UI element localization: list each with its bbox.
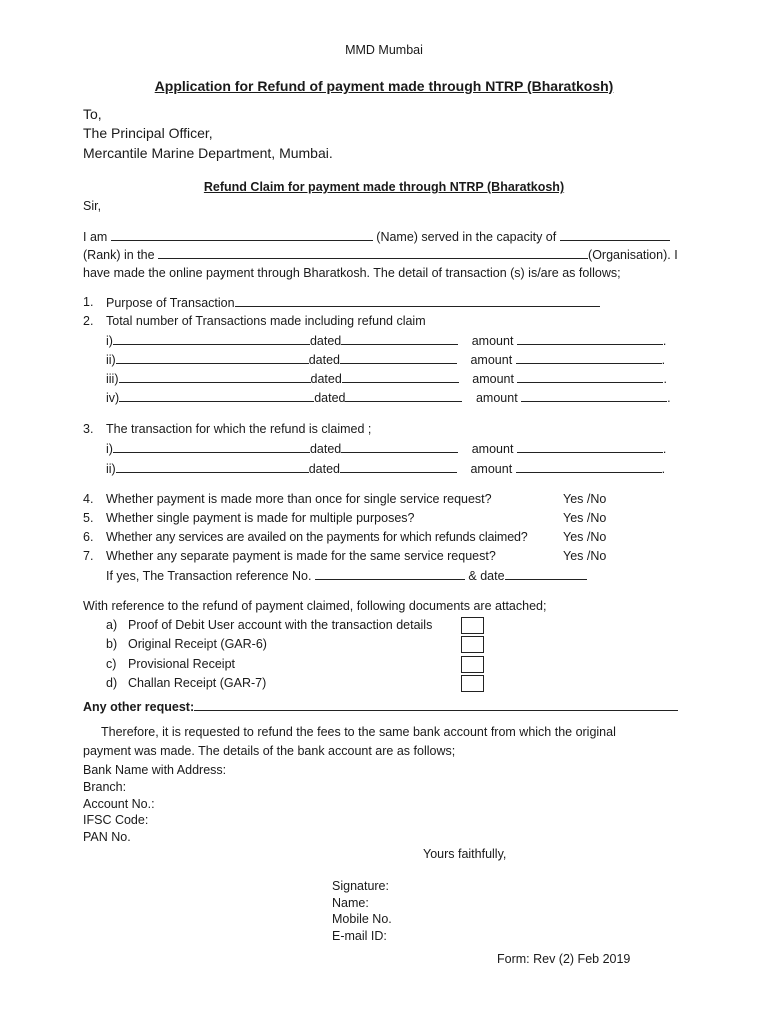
other-request-field[interactable] bbox=[194, 699, 678, 711]
branch-label: Branch: bbox=[83, 780, 127, 794]
row-index: iii) bbox=[106, 372, 119, 386]
other-request bbox=[83, 699, 678, 715]
page-title: Application for Refund of payment made through NTRP (Bharatkosh) bbox=[154, 78, 614, 94]
question-4-answer[interactable]: Yes /No bbox=[563, 492, 607, 506]
row-end: . bbox=[663, 372, 667, 386]
question-5-text: Whether single payment is made for multiple purposes? bbox=[106, 511, 415, 525]
intro-line-2 bbox=[83, 247, 678, 263]
documents-intro: With reference to the refund of payment claimed, following documents are attached; bbox=[83, 599, 547, 613]
amount-field[interactable] bbox=[517, 371, 663, 383]
checkbox-challan-receipt[interactable] bbox=[461, 675, 484, 692]
bank-name-label: Bank Name with Address: bbox=[83, 763, 227, 777]
row-index: i) bbox=[106, 334, 113, 348]
document-letter: b) bbox=[106, 637, 118, 651]
date-field[interactable] bbox=[345, 390, 462, 402]
row-index: iv) bbox=[106, 391, 120, 405]
checkbox-debit-proof[interactable] bbox=[461, 617, 484, 634]
addressee-line2: Mercantile Marine Department, Mumbai. bbox=[83, 145, 333, 161]
question-6-text: Whether any services are availed on the payments for which refunds claimed? bbox=[106, 530, 528, 544]
refund-row bbox=[106, 461, 665, 477]
amount-label: amount bbox=[470, 462, 513, 476]
name-field[interactable] bbox=[111, 229, 373, 241]
txn-date-field[interactable] bbox=[505, 568, 587, 580]
amount-label: amount bbox=[471, 442, 514, 456]
dated-label: dated bbox=[308, 462, 340, 476]
document-label: Original Receipt (GAR-6) bbox=[128, 637, 267, 651]
checkbox-original-receipt[interactable] bbox=[461, 636, 484, 653]
question-5-num: 5. bbox=[83, 511, 94, 525]
form-revision: Form: Rev (2) Feb 2019 bbox=[497, 952, 631, 966]
intro-org-label: (Organisation). I bbox=[588, 248, 678, 262]
intro-rank-label: (Rank) in the bbox=[83, 248, 155, 262]
office-name: MMD Mumbai bbox=[345, 43, 423, 57]
intro-line-3: have made the online payment through Bharatkosh. The detail of transaction (s) is/are as follows; bbox=[83, 266, 621, 280]
transaction-field[interactable] bbox=[113, 333, 310, 345]
salutation: Sir, bbox=[83, 199, 102, 213]
intro-line-1 bbox=[83, 229, 670, 245]
intro-name-label: (Name) served in the capacity of bbox=[376, 230, 557, 244]
mobile-label: Mobile No. bbox=[332, 912, 392, 926]
item-1 bbox=[106, 295, 600, 311]
transaction-field[interactable] bbox=[113, 441, 310, 453]
document-letter: d) bbox=[106, 676, 118, 690]
amount-field[interactable] bbox=[516, 461, 662, 473]
question-7-answer[interactable]: Yes /No bbox=[563, 549, 607, 563]
question-6-answer[interactable]: Yes /No bbox=[563, 530, 607, 544]
row-index: ii) bbox=[106, 462, 116, 476]
refund-row bbox=[106, 441, 666, 457]
document-letter: a) bbox=[106, 618, 118, 632]
subtitle: Refund Claim for payment made through NTRP (Bharatkosh) bbox=[203, 180, 565, 194]
txn-date-label: & date bbox=[468, 569, 505, 583]
amount-field[interactable] bbox=[521, 390, 667, 402]
amount-field[interactable] bbox=[517, 333, 663, 345]
checkbox-provisional-receipt[interactable] bbox=[461, 656, 484, 673]
capacity-field[interactable] bbox=[560, 229, 670, 241]
closing: Yours faithfully, bbox=[423, 847, 507, 861]
item-1-num: 1. bbox=[83, 295, 94, 309]
request-line-2: payment was made. The details of the bank account are as follows; bbox=[83, 744, 456, 758]
transaction-field[interactable] bbox=[119, 371, 311, 383]
pan-label: PAN No. bbox=[83, 830, 131, 844]
date-field[interactable] bbox=[341, 333, 458, 345]
transaction-field[interactable] bbox=[116, 352, 309, 364]
date-field[interactable] bbox=[341, 441, 458, 453]
request-line-1: Therefore, it is requested to refund the fees to the same bank account from which the original bbox=[101, 725, 616, 739]
dated-label: dated bbox=[308, 353, 340, 367]
row-end: . bbox=[661, 353, 666, 367]
item-2-label: Total number of Transactions made including refund claim bbox=[106, 314, 426, 328]
document-label: Challan Receipt (GAR-7) bbox=[128, 676, 267, 690]
transaction-row bbox=[106, 352, 665, 368]
organisation-field[interactable] bbox=[158, 247, 588, 259]
signature-label: Signature: bbox=[332, 879, 389, 893]
dated-label: dated bbox=[309, 442, 342, 456]
purpose-field[interactable] bbox=[235, 295, 600, 307]
date-field[interactable] bbox=[340, 352, 457, 364]
document-letter: c) bbox=[106, 657, 117, 671]
row-end: . bbox=[662, 442, 667, 456]
date-field[interactable] bbox=[340, 461, 457, 473]
dated-label: dated bbox=[309, 334, 342, 348]
other-request-label: Any other request: bbox=[83, 700, 195, 714]
question-4-text: Whether payment is made more than once for single service request? bbox=[106, 492, 492, 506]
row-index: i) bbox=[106, 442, 113, 456]
email-label: E-mail ID: bbox=[332, 929, 387, 943]
amount-label: amount bbox=[472, 372, 514, 386]
item-3-num: 3. bbox=[83, 422, 94, 436]
question-7-text: Whether any separate payment is made for the same service request? bbox=[106, 549, 496, 563]
transaction-row bbox=[106, 371, 667, 387]
question-7-num: 7. bbox=[83, 549, 94, 563]
date-field[interactable] bbox=[342, 371, 459, 383]
account-no-label: Account No.: bbox=[83, 797, 155, 811]
row-end: . bbox=[662, 334, 667, 348]
amount-field[interactable] bbox=[517, 441, 663, 453]
transaction-row bbox=[106, 390, 671, 406]
document-label: Provisional Receipt bbox=[128, 657, 235, 671]
transaction-field[interactable] bbox=[119, 390, 314, 402]
transaction-reference bbox=[106, 568, 587, 584]
transaction-row bbox=[106, 333, 666, 349]
item-1-label: Purpose of Transaction bbox=[106, 296, 235, 310]
amount-label: amount bbox=[471, 334, 514, 348]
row-index: ii) bbox=[106, 353, 116, 367]
signer-name-label: Name: bbox=[332, 896, 369, 910]
ifsc-label: IFSC Code: bbox=[83, 813, 149, 827]
row-end: . bbox=[661, 462, 666, 476]
txn-ref-label: If yes, The Transaction reference No. bbox=[106, 569, 312, 583]
item-3-label: The transaction for which the refund is claimed ; bbox=[106, 422, 372, 436]
txn-ref-field[interactable] bbox=[315, 568, 465, 580]
document-label: Proof of Debit User account with the transaction details bbox=[128, 618, 433, 632]
dated-label: dated bbox=[310, 372, 342, 386]
row-end: . bbox=[667, 391, 671, 405]
question-6-num: 6. bbox=[83, 530, 94, 544]
transaction-field[interactable] bbox=[116, 461, 309, 473]
intro-i-am: I am bbox=[83, 230, 108, 244]
addressee-to: To, bbox=[83, 106, 102, 122]
addressee-line1: The Principal Officer, bbox=[83, 125, 213, 141]
amount-label: amount bbox=[475, 391, 518, 405]
question-5-answer[interactable]: Yes /No bbox=[563, 511, 607, 525]
amount-label: amount bbox=[470, 353, 513, 367]
amount-field[interactable] bbox=[516, 352, 662, 364]
dated-label: dated bbox=[314, 391, 346, 405]
question-4-num: 4. bbox=[83, 492, 94, 506]
item-2-num: 2. bbox=[83, 314, 94, 328]
